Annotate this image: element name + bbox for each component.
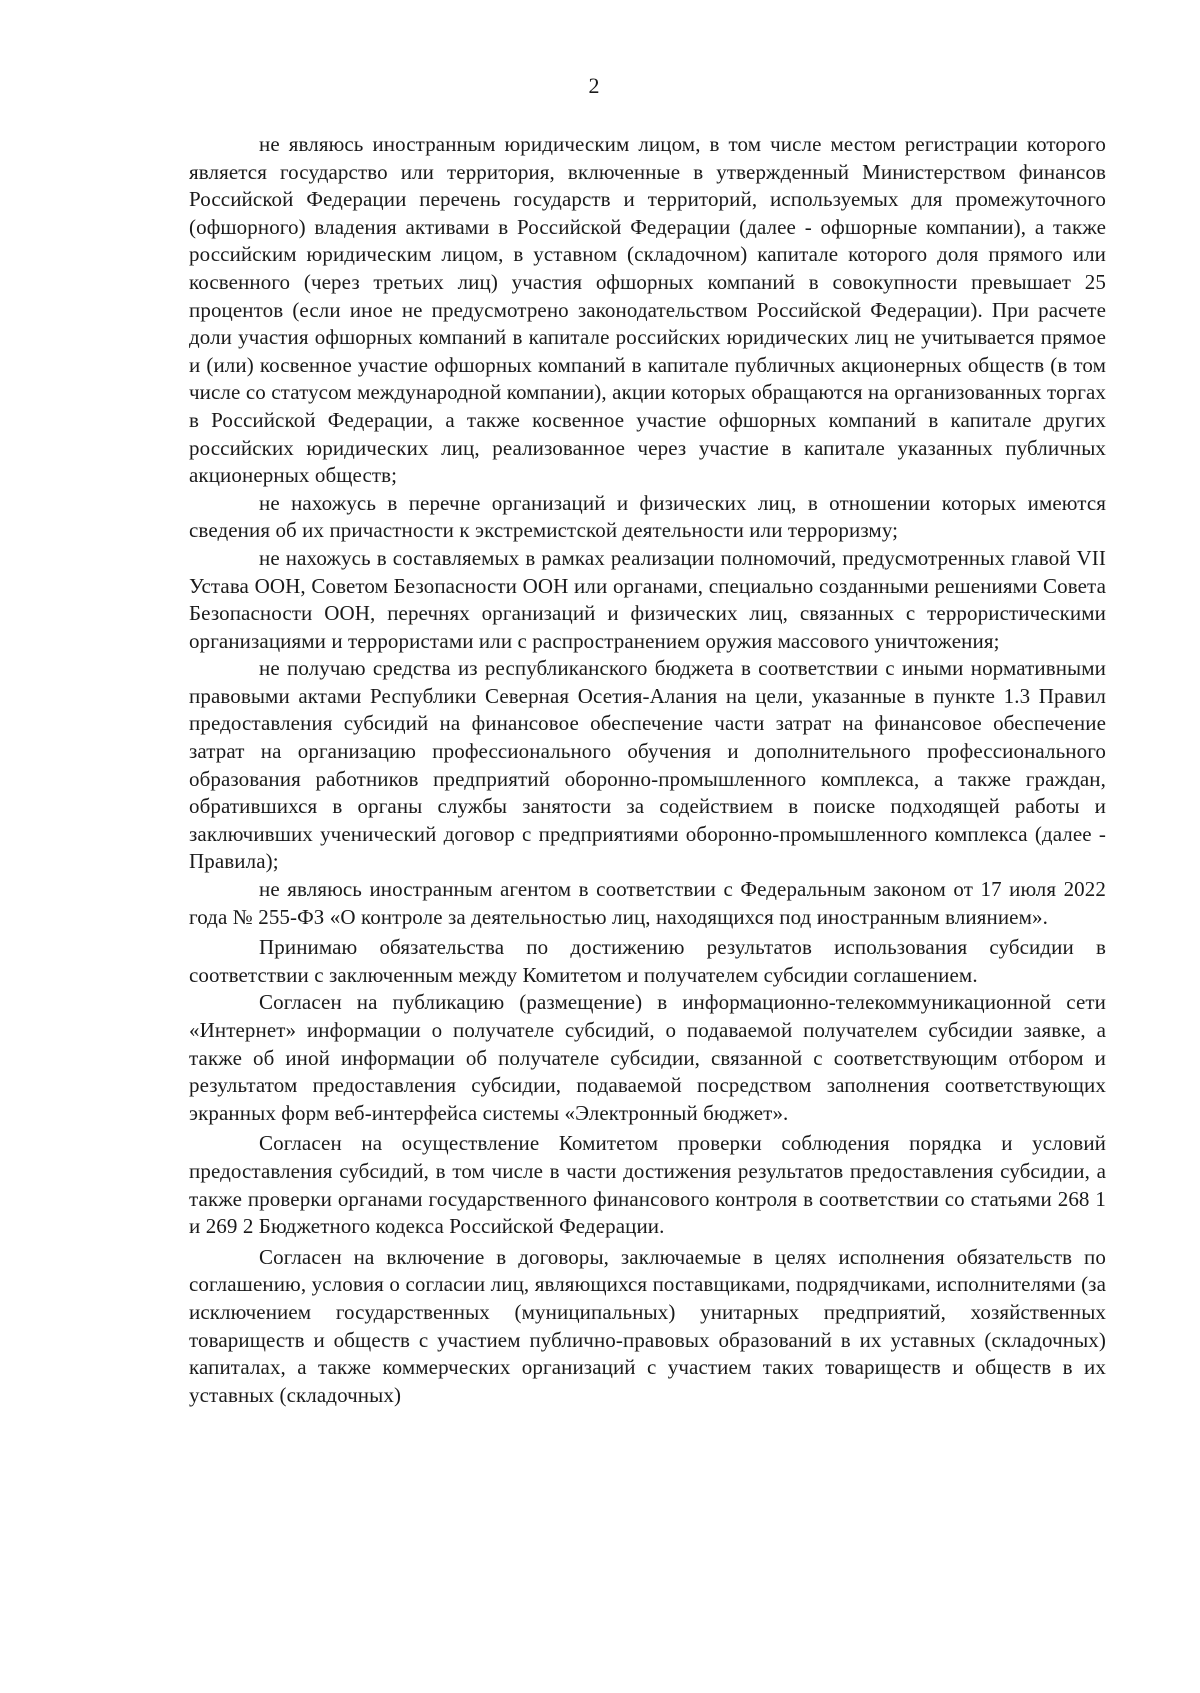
paragraph-budget-funds: не получаю средства из республиканского бюджета в соответствии с иными нормативными правовыми актами Республики Северная Осетия-Алания на цели, указанные в пункте 1.3 Правил предоставления субсидий на финансовое обеспечение части затрат на финансовое обеспечение затрат на организацию профессионального обучения и дополнительного профессионального образования работников предприятий оборонно-промышленного комплекса, а также граждан, обратившихся в органы службы занятости за содействием в поиске подходящей работы и заключивших ученический договор с предприятиями оборонно-промышленного комплекса (далее - Правила); [189,656,1106,874]
paragraph-inspection-consent: Согласен на осуществление Комитетом проверки соблюдения порядка и условий предоставления субсидий, в том числе в части достижения результатов предоставления субсидии, а также проверки органами государственного финансового контроля в соответствии со статьями 268 1 и 269 2 Бюджетного кодекса Российской Федерации. [189,1131,1106,1239]
paragraph-offshore-status: не являюсь иностранным юридическим лицом, в том числе местом регистрации которого является государство или территория, включенные в утвержденный Министерством финансов Российской Федерации перечень государств и территорий, используемых для промежуточного (офшорного) владения активами в Российской Федерации (далее - офшорные компании), а также российским юридическим лицом, в уставном (складочном) капитале которого доля прямого или косвенного (через третьих лиц) участия офшорных компаний в совокупности превышает 25 процентов (если иное не предусмотрено законодательством Российской Федерации). При расчете доли участия офшорных компаний в капитале российских юридических лиц не учитывается прямое и (или) косвенное участие офшорных компаний в капитале публичных акционерных обществ (в том числе со статусом международной компании), акции которых обращаются на организованных торгах в Российской Федерации, а также косвенное участие офшорных компаний в капитале других российских юридических лиц, реализованное через участие в капитале указанных публичных акционерных обществ; [189,132,1106,488]
paragraph-foreign-agent: не являюсь иностранным агентом в соответствии с Федеральным законом от 17 июля 2022 года № 255-ФЗ «О контроле за деятельностью лиц, находящихся под иностранным влиянием». [189,877,1106,929]
paragraph-un-sanctions-list: не нахожусь в составляемых в рамках реализации полномочий, предусмотренных главой VII Устава ООН, Советом Безопасности ООН или органами, специально созданными решениями Совета Безопасности ООН, перечнях организаций и физических лиц, связанных с террористическими организациями и террористами или с распространением оружия массового уничтожения; [189,545,1106,653]
paragraph-contract-consent: Согласен на включение в договоры, заключаемые в целях исполнения обязательств по соглашению, условия о согласии лиц, являющихся поставщиками, подрядчиками, исполнителями (за исключением государственных (муниципальных) унитарных предприятий, хозяйственных товариществ и обществ с участием публично-правовых образований в их уставных (складочных) капиталах, а также коммерческих организаций с участием таких товариществ и обществ в их уставных (складочных) [189,1244,1106,1407]
paragraph-obligations: Принимаю обязательства по достижению результатов использования субсидии в соответствии с заключенным между Комитетом и получателем субсидии соглашением. [189,935,1106,987]
paragraph-extremism-list: не нахожусь в перечне организаций и физических лиц, в отношении которых имеются сведения об их причастности к экстремистской деятельности или терроризму; [189,490,1106,543]
page-number: 2 [588,73,600,98]
paragraph-publication-consent: Согласен на публикацию (размещение) в информационно-телекоммуникационной сети «Интернет» информации о получателе субсидий, о подаваемой получателем субсидии заявке, а также об иной информации об получателе субсидии, связанной с соответствующим отбором и результатом предоставления субсидии, подаваемой посредством заполнения соответствующих экранных форм веб-интерфейса системы «Электронный бюджет». [189,990,1106,1125]
document-body [189,131,1106,1409]
